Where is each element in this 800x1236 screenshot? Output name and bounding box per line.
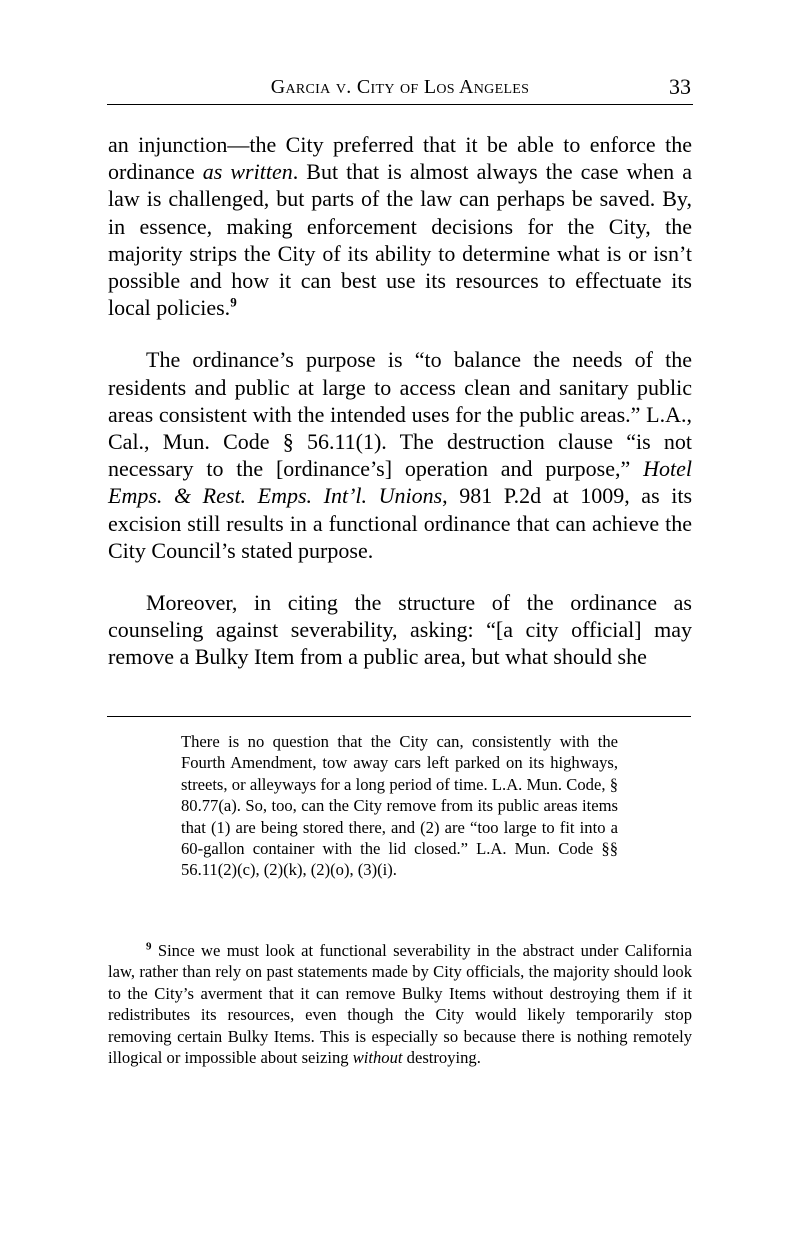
running-header [107, 74, 693, 105]
p1-text-a: an injunction—the City preferred that it be able to enforce the ordinance [108, 132, 692, 185]
paragraph-2 [108, 346, 692, 564]
p2-text-a: The ordinance’s purpose is “to balance the needs of the residents and public at large to access clean and sanitary public areas consistent with the intended uses for the public areas.” L.A., Cal., Mun. Code § 56.11(1). The destruction clause “is not necessary to the [ordinance’s] operation and purpose,” [108, 347, 692, 482]
footnote-9-italic: without [352, 1048, 403, 1068]
main-body [108, 131, 692, 671]
case-title: Garcia v. City of Los Angeles [270, 76, 530, 98]
footnote-ref-9[interactable]: 9 [230, 294, 237, 310]
footnote-9-text-a: Since we must look at functional severability in the abstract under California law, rather than rely on past statements made by City officials, the majority should look to the City’s averment that it can remove Bulky Items without destroying them if it redistributes its resources, even though the City would likely temporarily stop removing certain Bulky Items. This is especially so because there is nothing remotely illogical or impossible about seizing [108, 941, 692, 1068]
footnote-9-text-b: destroying. [402, 1048, 481, 1068]
footnote-9-number: 9 [146, 940, 152, 953]
p2-case-name: Hotel Emps. & Rest. Emps. Int’l. Unions [108, 456, 692, 509]
p1-italic: as written [202, 159, 293, 185]
page-number: 33 [669, 74, 691, 99]
paragraph-1 [108, 131, 692, 321]
p2-text-b: , 981 P.2d at 1009, as its excision still results in a functional ordinance that can achieve the City Council’s stated purpose. [108, 483, 693, 563]
paragraph-3: Moreover, in citing the structure of the ordinance as counseling against severability, asking: “[a city official] may remove a Bulky Item from a public area, but what should she [108, 590, 692, 670]
footnote-9 [108, 940, 692, 1068]
p1-text-b: . But that is almost always the case when a law is challenged, but parts of the law can perhaps be saved. By, in essence, making enforcement decisions for the City, the majority strips the City of its ability to determine what is or isn’t possible and how it can best use its resources to effectuate its local policies. [108, 159, 692, 321]
footnote-block-quote: There is no question that the City can, consistently with the Fourth Amendment, tow away cars left parked on its highways, streets, or alleyways for a long period of time. L.A. Mun. Code, § 80.77(a). So, too, can the City remove from its public areas items that (1) are being stored there, and (2) are “too large to fit into a 60-gallon container with the lid closed.” L.A. Mun. Code §§ 56.11(2)(c), (2)(k), (2)(o), (3)(i). [181, 732, 618, 880]
footnote-divider [107, 716, 691, 717]
